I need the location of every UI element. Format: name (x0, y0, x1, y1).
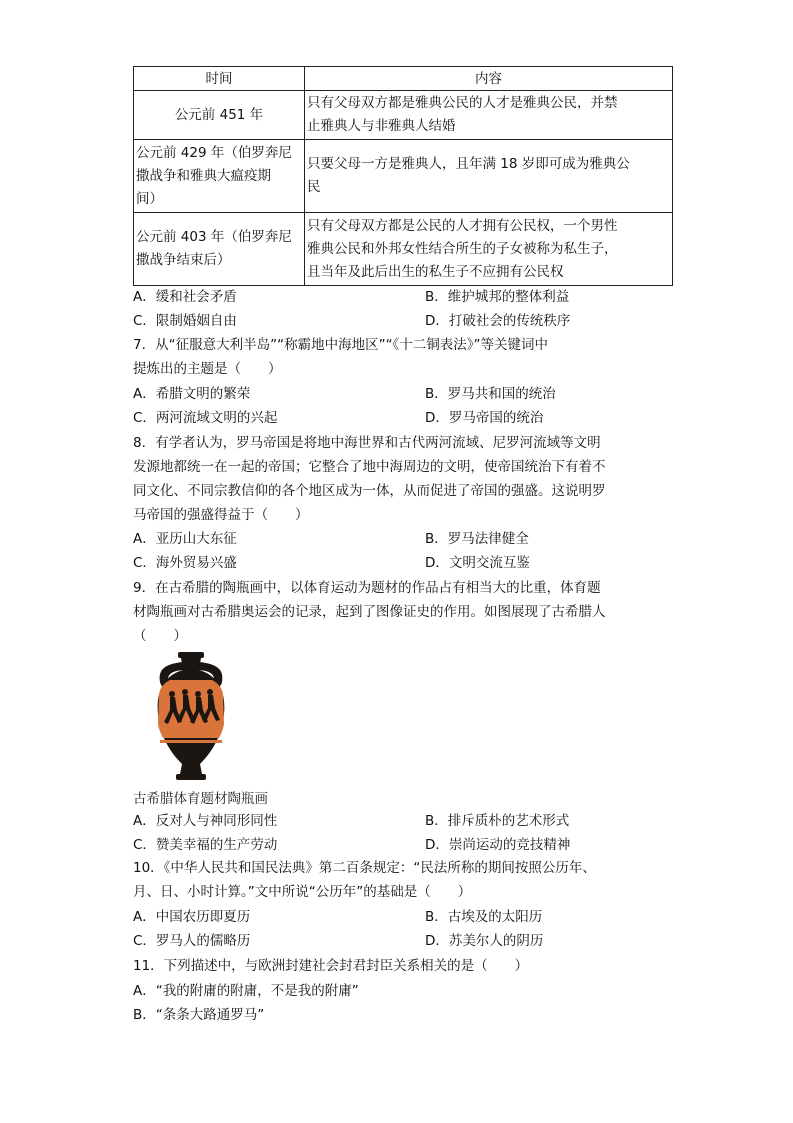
citizenship-law-table (133, 66, 673, 286)
image-caption: 古希腊体育题材陶瓶画 (133, 791, 268, 807)
q7-option-b[interactable]: B．罗马共和国的统治 (425, 386, 556, 402)
q7-line: 提炼出的主题是（ ） (133, 361, 282, 377)
q10-option-a[interactable]: A．中国农历即夏历 (133, 909, 251, 925)
q8-option-d[interactable]: D．文明交流互鉴 (425, 555, 530, 571)
time-line: 间） (136, 190, 163, 207)
table-row (134, 213, 673, 286)
q11-option-b[interactable]: B．“条条大路通罗马” (133, 1007, 265, 1023)
time-line: 公元前 403 年（伯罗奔尼 (136, 229, 292, 245)
q8-line: 8．有学者认为，罗马帝国是将地中海世界和古代两河流域、尼罗河流域等文明 (133, 435, 601, 451)
table-cell-content (305, 91, 673, 140)
content-line: 只有父母双方都是公民的人才拥有公民权，一个男性 (307, 217, 618, 234)
q7-option-a[interactable]: A．希腊文明的繁荣 (133, 386, 251, 402)
content-line: 且当年及此后出生的私生子不应拥有公民权 (307, 263, 564, 280)
q6-option-c[interactable]: C．限制婚姻自由 (133, 313, 237, 329)
q7-option-d[interactable]: D．罗马帝国的统治 (425, 410, 544, 426)
content-line: 只有父母双方都是雅典公民的人才是雅典公民，并禁 (307, 95, 618, 111)
q10-option-c[interactable]: C．罗马人的儒略历 (133, 933, 251, 949)
q8-option-c[interactable]: C．海外贸易兴盛 (133, 555, 237, 571)
q7-line: 7．从“征服意大利半岛”“称霸地中海地区”“《十二铜表法》”等关键词中 (133, 337, 549, 353)
table-cell-time (134, 213, 305, 286)
q8-option-b[interactable]: B．罗马法律健全 (425, 531, 529, 547)
q8-line: 马帝国的强盛得益于（ ） (133, 507, 309, 523)
q9-option-a[interactable]: A．反对人与神同形同性 (133, 813, 278, 829)
q10-option-d[interactable]: D．苏美尔人的阴历 (425, 933, 544, 949)
q7-stem (133, 333, 678, 381)
table-row (134, 91, 673, 140)
q6-option-a[interactable]: A．缓和社会矛盾 (133, 289, 237, 305)
greek-amphora-image (150, 650, 232, 784)
table-cell-content (305, 213, 673, 286)
q11-option-a[interactable]: A．“我的附庸的附庸，不是我的附庸” (133, 983, 359, 999)
q8-stem (133, 431, 678, 527)
q11-stem: 11．下列描述中，与欧洲封建社会封君封臣关系相关的是（ ） (133, 958, 529, 974)
q8-line: 发源地都统一在一起的帝国；它整合了地中海周边的文明，使帝国统治下有着不 (133, 459, 606, 475)
q8-option-a[interactable]: A．亚历山大东征 (133, 531, 237, 547)
table-cell-time (134, 140, 305, 213)
q10-stem (133, 856, 678, 904)
table-header-content: 内容 (305, 67, 673, 91)
q10-line: 10．《中华人民共和国民法典》第二百条规定：“民法所称的期间按照公历年、 (133, 860, 596, 876)
q9-line: 9．在古希腊的陶瓶画中，以体育运动为题材的作品占有相当大的比重，体育题 (133, 580, 601, 596)
q9-option-c[interactable]: C．赞美幸福的生产劳动 (133, 837, 278, 853)
q9-line: 材陶瓶画对古希腊奥运会的记录，起到了图像证史的作用。如图展现了古希腊人 (133, 604, 606, 620)
table-header-time: 时间 (134, 67, 305, 91)
q9-stem (133, 576, 678, 648)
table-cell-time: 公元前 451 年 (134, 91, 305, 140)
q6-option-d[interactable]: D．打破社会的传统秩序 (425, 313, 571, 329)
table-row (134, 140, 673, 213)
q9-option-b[interactable]: B．排斥质朴的艺术形式 (425, 813, 570, 829)
time-line: 公元前 429 年（伯罗奔尼 (136, 144, 292, 161)
q9-line: （ ） (133, 628, 187, 644)
content-line: 民 (307, 179, 321, 195)
content-line: 只要父母一方是雅典人，且年满 18 岁即可成为雅典公 (307, 156, 630, 172)
content-line: 止雅典人与非雅典人结婚 (307, 118, 456, 134)
time-line: 撒战争和雅典大瘟疫期 (136, 167, 271, 184)
q10-option-b[interactable]: B．古埃及的太阳历 (425, 909, 543, 925)
q10-line: 月、日、小时计算。”文中所说“公历年”的基础是（ ） (133, 884, 472, 900)
table-cell-content (305, 140, 673, 213)
q9-option-d[interactable]: D．崇尚运动的竞技精神 (425, 837, 571, 853)
q7-option-c[interactable]: C．两河流域文明的兴起 (133, 410, 278, 426)
time-line: 撒战争结束后） (136, 252, 231, 268)
table-header-row (134, 67, 673, 91)
q8-line: 同文化、不同宗教信仰的各个地区成为一体，从而促进了帝国的强盛。这说明罗 (133, 483, 606, 499)
q6-option-b[interactable]: B．维护城邦的整体利益 (425, 289, 570, 305)
content-line: 雅典公民和外邦女性结合所生的子女被称为私生子， (307, 240, 618, 257)
